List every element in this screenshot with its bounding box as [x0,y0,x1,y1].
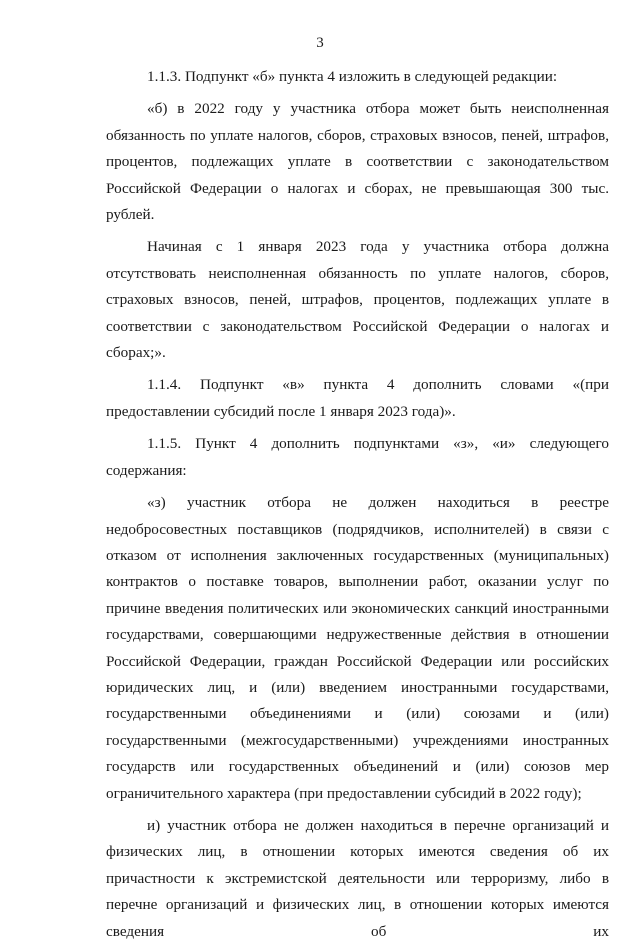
paragraph-1-1-3: 1.1.3. Подпункт «б» пункта 4 изложить в следующей редакции: [147,68,558,85]
paragraph-1-1-5: 1.1.5. Пункт 4 дополнить подпунктами «з», «и» следующего содержания: [106,435,609,479]
document-body [106,64,609,945]
paragraph-1-1-4: 1.1.4. Подпункт «в» пункта 4 дополнить словами «(при предоставлении субсидий после 1 января 2023 года)». [106,376,609,420]
page-number: 3 [316,35,324,51]
paragraph-from-2023: Начиная с 1 января 2023 года у участника отбора должна отсутствовать неисполненная обязанность по уплате налогов, сборов, страховых взносов, пеней, штрафов, процентов, подлежащих уплате в соответствии с законодательством Российской Федерации о налогах и сборах;». [106,238,609,362]
paragraph-subpoint-i: и) участник отбора не должен находиться в перечне организаций и физических лиц, в отношении которых имеются сведения об их причастности к экстремистской деятельности или терроризму, либо в перечне организаций и физических лиц, в отношении которых имеются сведения об их [106,816,609,940]
paragraph-subpoint-z: «з) участник отбора не должен находиться в реестре недобросовестных поставщиков (подрядчиков, исполнителей) в связи с отказом от исполнения заключенных государственных (муниципальных) контрактов о поставке товаров, выполнении работ, оказании услуг по причине введения политических или экономических санкций иностранными государствами, совершающими недружественные действия в отношении Российской Федерации, граждан Российской Федерации или российских юридических лиц, и (или) введением иностранными государствами, государственными объединениями и (или) союзами и (или) государственными (межгосударственными) учреждениями иностранных государств или государственных объединений и (или) союзов мер ограничительного характера (при предоставлении субсидий в 2022 году); [106,494,609,802]
paragraph-subpoint-b: «б) в 2022 году у участника отбора может быть неисполненная обязанность по уплате налогов, сборов, страховых взносов, пеней, штрафов, процентов, подлежащих уплате в соответствии с законодательством Российской Федерации о налогах и сборах, не превышающая 300 тыс. рублей. [106,100,609,224]
